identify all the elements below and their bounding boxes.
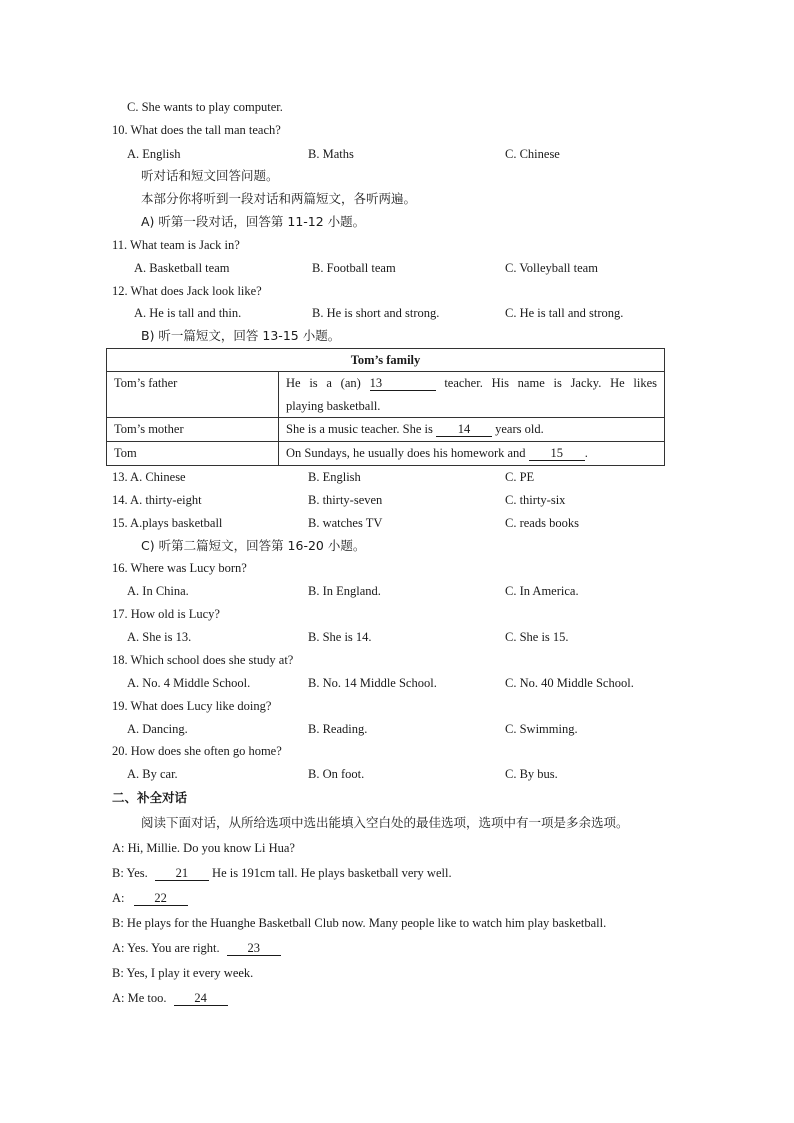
row-content xyxy=(279,442,665,466)
section-2-title: 二、补全对话 xyxy=(112,790,188,805)
dialogue-line xyxy=(112,990,228,1006)
q10-option-a: A. English xyxy=(127,147,181,161)
answer-blank-24[interactable]: 24 xyxy=(174,991,228,1006)
q15-option-a: 15. A.plays basketball xyxy=(112,516,223,530)
q12-option-b: B. He is short and strong. xyxy=(312,306,440,320)
part-c-heading: C) 听第二篇短文，回答第 16-20 小题。 xyxy=(141,538,366,553)
dialogue-text: B: He plays for the Huanghe Basketball Club now. Many people like to watch him play basketball. xyxy=(112,916,607,930)
row-content xyxy=(279,418,665,442)
section-title: 听对话和短文回答问题。 xyxy=(141,168,279,183)
q17-option-a: A. She is 13. xyxy=(127,630,192,644)
answer-blank-14[interactable]: 14 xyxy=(436,422,492,437)
section-2-description: 阅读下面对话，从所给选项中选出能填入空白处的最佳选项，选项中有一项是多余选项。 xyxy=(141,815,629,830)
question-12: 12. What does Jack look like? xyxy=(112,284,262,298)
q15-option-b: B. watches TV xyxy=(308,516,383,530)
q17-option-b: B. She is 14. xyxy=(308,630,372,644)
dialogue-line xyxy=(112,940,281,956)
q18-option-a: A. No. 4 Middle School. xyxy=(127,676,251,690)
row-text-post: . xyxy=(584,446,588,460)
row-content xyxy=(279,372,665,418)
q9-option-c: C. She wants to play computer. xyxy=(127,100,283,114)
q16-option-c: C. In America. xyxy=(505,584,579,598)
q20-option-b: B. On foot. xyxy=(308,767,365,781)
dialogue-text: B: Yes, I play it every week. xyxy=(112,966,254,980)
q14-option-b: B. thirty-seven xyxy=(308,493,383,507)
dialogue-text: B: Yes. xyxy=(112,866,148,880)
q13-option-c: C. PE xyxy=(505,470,535,484)
table-row xyxy=(107,418,665,442)
question-19: 19. What does Lucy like doing? xyxy=(112,699,272,713)
q17-option-c: C. She is 15. xyxy=(505,630,569,644)
table-row xyxy=(107,372,665,418)
q20-option-c: C. By bus. xyxy=(505,767,558,781)
q14-option-a: 14. A. thirty-eight xyxy=(112,493,202,507)
toms-family-table xyxy=(106,348,665,466)
answer-blank-13[interactable]: 13 xyxy=(370,376,436,391)
part-b-heading: B) 听一篇短文，回答 13-15 小题。 xyxy=(141,328,341,343)
q11-option-a: A. Basketball team xyxy=(134,261,230,275)
dialogue-text: A: Hi, Millie. Do you know Li Hua? xyxy=(112,841,295,855)
dialogue-line xyxy=(112,965,253,981)
table-title: Tom’s family xyxy=(107,349,665,372)
q10-option-c: C. Chinese xyxy=(505,147,560,161)
q19-option-b: B. Reading. xyxy=(308,722,368,736)
table-row xyxy=(107,442,665,466)
answer-blank-23[interactable]: 23 xyxy=(227,941,281,956)
dialogue-line xyxy=(112,865,452,881)
q18-option-b: B. No. 14 Middle School. xyxy=(308,676,437,690)
dialogue-text: A: Yes. You are right. xyxy=(112,941,220,955)
row-text-line2: playing basketball. xyxy=(286,399,381,413)
dialogue-text-after: He is 191cm tall. He plays basketball very well. xyxy=(212,866,452,880)
row-label: Tom xyxy=(107,442,279,466)
question-20: 20. How does she often go home? xyxy=(112,744,282,758)
row-text-post: years old. xyxy=(495,422,544,436)
question-11: 11. What team is Jack in? xyxy=(112,238,240,252)
question-16: 16. Where was Lucy born? xyxy=(112,561,247,575)
section-description: 本部分你将听到一段对话和两篇短文，各听两遍。 xyxy=(141,191,417,206)
question-10: 10. What does the tall man teach? xyxy=(112,123,281,137)
question-17: 17. How old is Lucy? xyxy=(112,607,220,621)
part-a-heading: A) 听第一段对话，回答第 11-12 小题。 xyxy=(141,214,366,229)
q11-option-b: B. Football team xyxy=(312,261,396,275)
dialogue-text: A: xyxy=(112,891,125,905)
q11-option-c: C. Volleyball team xyxy=(505,261,598,275)
answer-blank-15[interactable]: 15 xyxy=(529,446,585,461)
q18-option-c: C. No. 40 Middle School. xyxy=(505,676,634,690)
q19-option-c: C. Swimming. xyxy=(505,722,578,736)
q19-option-a: A. Dancing. xyxy=(127,722,188,736)
dialogue-line xyxy=(112,840,295,856)
row-text-pre: On Sundays, he usually does his homework and xyxy=(286,446,526,460)
dialogue-text: A: Me too. xyxy=(112,991,167,1005)
answer-blank-21[interactable]: 21 xyxy=(155,866,209,881)
q16-option-b: B. In England. xyxy=(308,584,381,598)
q13-option-a: 13. A. Chinese xyxy=(112,470,186,484)
row-label: Tom’s father xyxy=(107,372,279,418)
q14-option-c: C. thirty-six xyxy=(505,493,566,507)
dialogue-line xyxy=(112,890,188,906)
q12-option-a: A. He is tall and thin. xyxy=(134,306,242,320)
q12-option-c: C. He is tall and strong. xyxy=(505,306,624,320)
q13-option-b: B. English xyxy=(308,470,361,484)
q15-option-c: C. reads books xyxy=(505,516,579,530)
q10-option-b: B. Maths xyxy=(308,147,354,161)
question-18: 18. Which school does she study at? xyxy=(112,653,294,667)
row-text-pre: He is a (an) xyxy=(286,376,361,390)
row-text-post: teacher. His name is Jacky. He likes xyxy=(444,376,658,390)
dialogue-line xyxy=(112,915,606,931)
row-label: Tom’s mother xyxy=(107,418,279,442)
q16-option-a: A. In China. xyxy=(127,584,189,598)
row-text-pre: She is a music teacher. She is xyxy=(286,422,433,436)
q20-option-a: A. By car. xyxy=(127,767,178,781)
answer-blank-22[interactable]: 22 xyxy=(134,891,188,906)
